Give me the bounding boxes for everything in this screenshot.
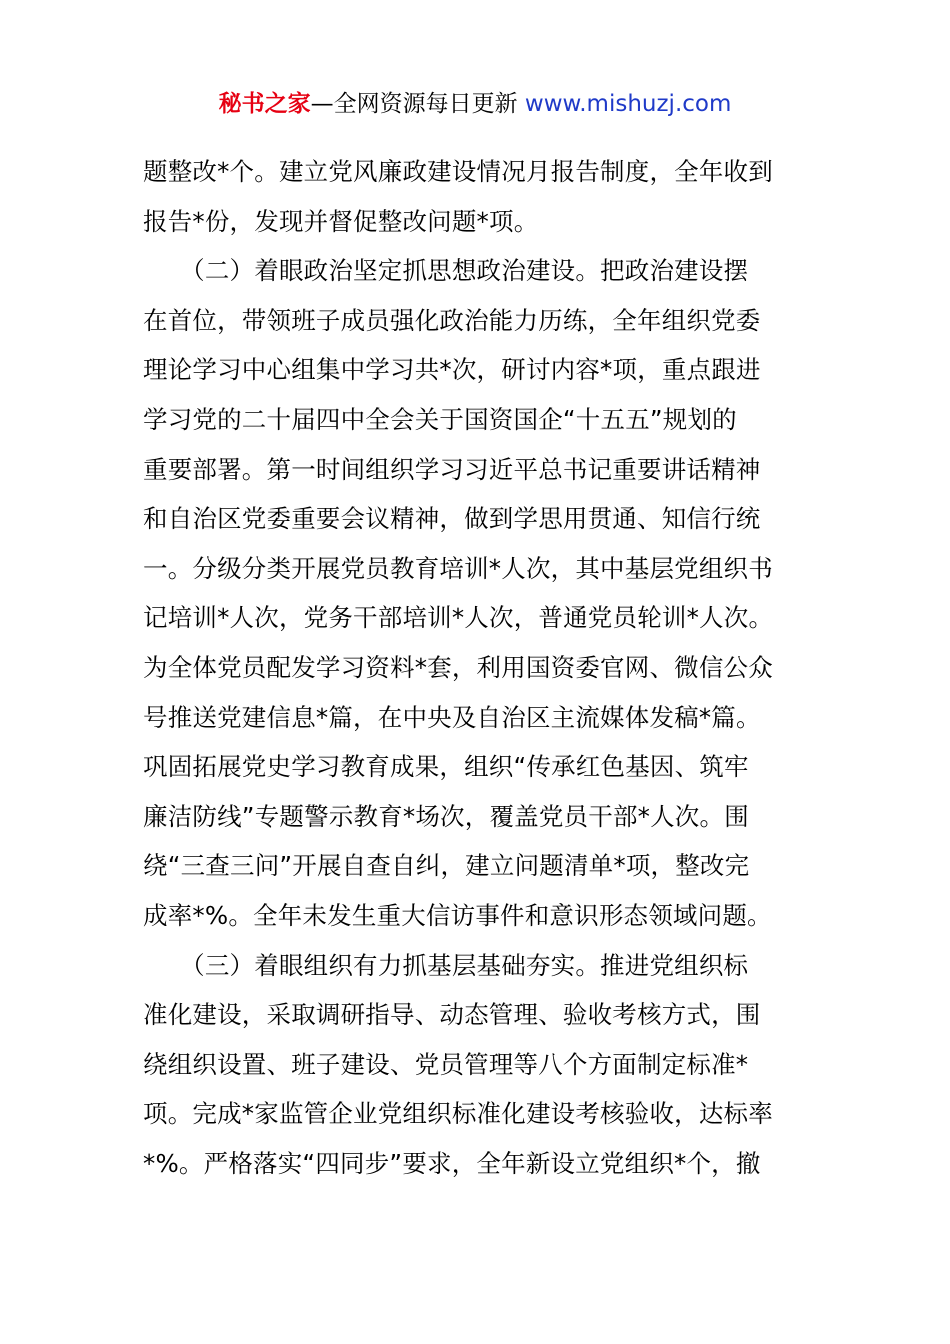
text-line: 学习党的二十届四中全会关于国资国企“十五五”规划的	[143, 404, 737, 434]
text-line: 题整改*个。建立党风廉政建设情况月报告制度，全年收到	[143, 157, 773, 186]
text-line: 在首位，带领班子成员强化政治能力历练，全年组织党委	[143, 305, 761, 335]
website-link[interactable]: www.mishuzj.com	[524, 91, 732, 117]
section-heading-line: （三）着眼组织有力抓基层基础夯实。推进党组织标	[143, 950, 749, 980]
document-body	[143, 147, 809, 1188]
header-tagline: —全网资源每日更新	[310, 91, 518, 117]
text-line: 重要部署。第一时间组织学习习近平总书记重要讲话精神	[143, 454, 761, 484]
text-line: 巩固拓展党史学习教育成果，组织“传承红色基因、筑牢	[143, 752, 749, 782]
text-line: 和自治区党委重要会议精神，做到学思用贯通、知信行统	[143, 504, 761, 534]
text-line: 绕组织设置、班子建设、党员管理等八个方面制定标准*	[143, 1049, 749, 1079]
text-line: 报告*份，发现并督促整改问题*项。	[143, 206, 539, 236]
page-header	[0, 86, 950, 122]
text-line: 为全体党员配发学习资料*套，利用国资委官网、微信公众	[143, 652, 773, 682]
text-line: 一。分级分类开展党员教育培训*人次，其中基层党组织书	[143, 553, 773, 583]
text-line: 绕“三查三问”开展自查自纠，建立问题清单*项，整改完	[143, 851, 750, 881]
section-heading-line: （二）着眼政治坚定抓思想政治建设。把政治建设摆	[143, 256, 749, 286]
text-line: 廉洁防线”专题警示教育*场次，覆盖党员干部*人次。围	[143, 801, 749, 831]
brand-name: 秘书之家	[218, 91, 311, 117]
text-line: 号推送党建信息*篇，在中央及自治区主流媒体发稿*篇。	[143, 702, 761, 732]
text-line: *%。严格落实“四同步”要求，全年新设立党组织*个，撤	[143, 1148, 761, 1178]
text-line: 准化建设，采取调研指导、动态管理、验收考核方式，围	[143, 1000, 761, 1030]
text-line: 成率*%。全年未发生重大信访事件和意识形态领域问题。	[143, 900, 772, 930]
text-line: 理论学习中心组集中学习共*次，研讨内容*项，重点跟进	[143, 355, 761, 385]
text-line: 项。完成*家监管企业党组织标准化建设考核验收，达标率	[143, 1099, 773, 1129]
text-line: 记培训*人次，党务干部培训*人次，普通党员轮训*人次。	[143, 603, 774, 633]
